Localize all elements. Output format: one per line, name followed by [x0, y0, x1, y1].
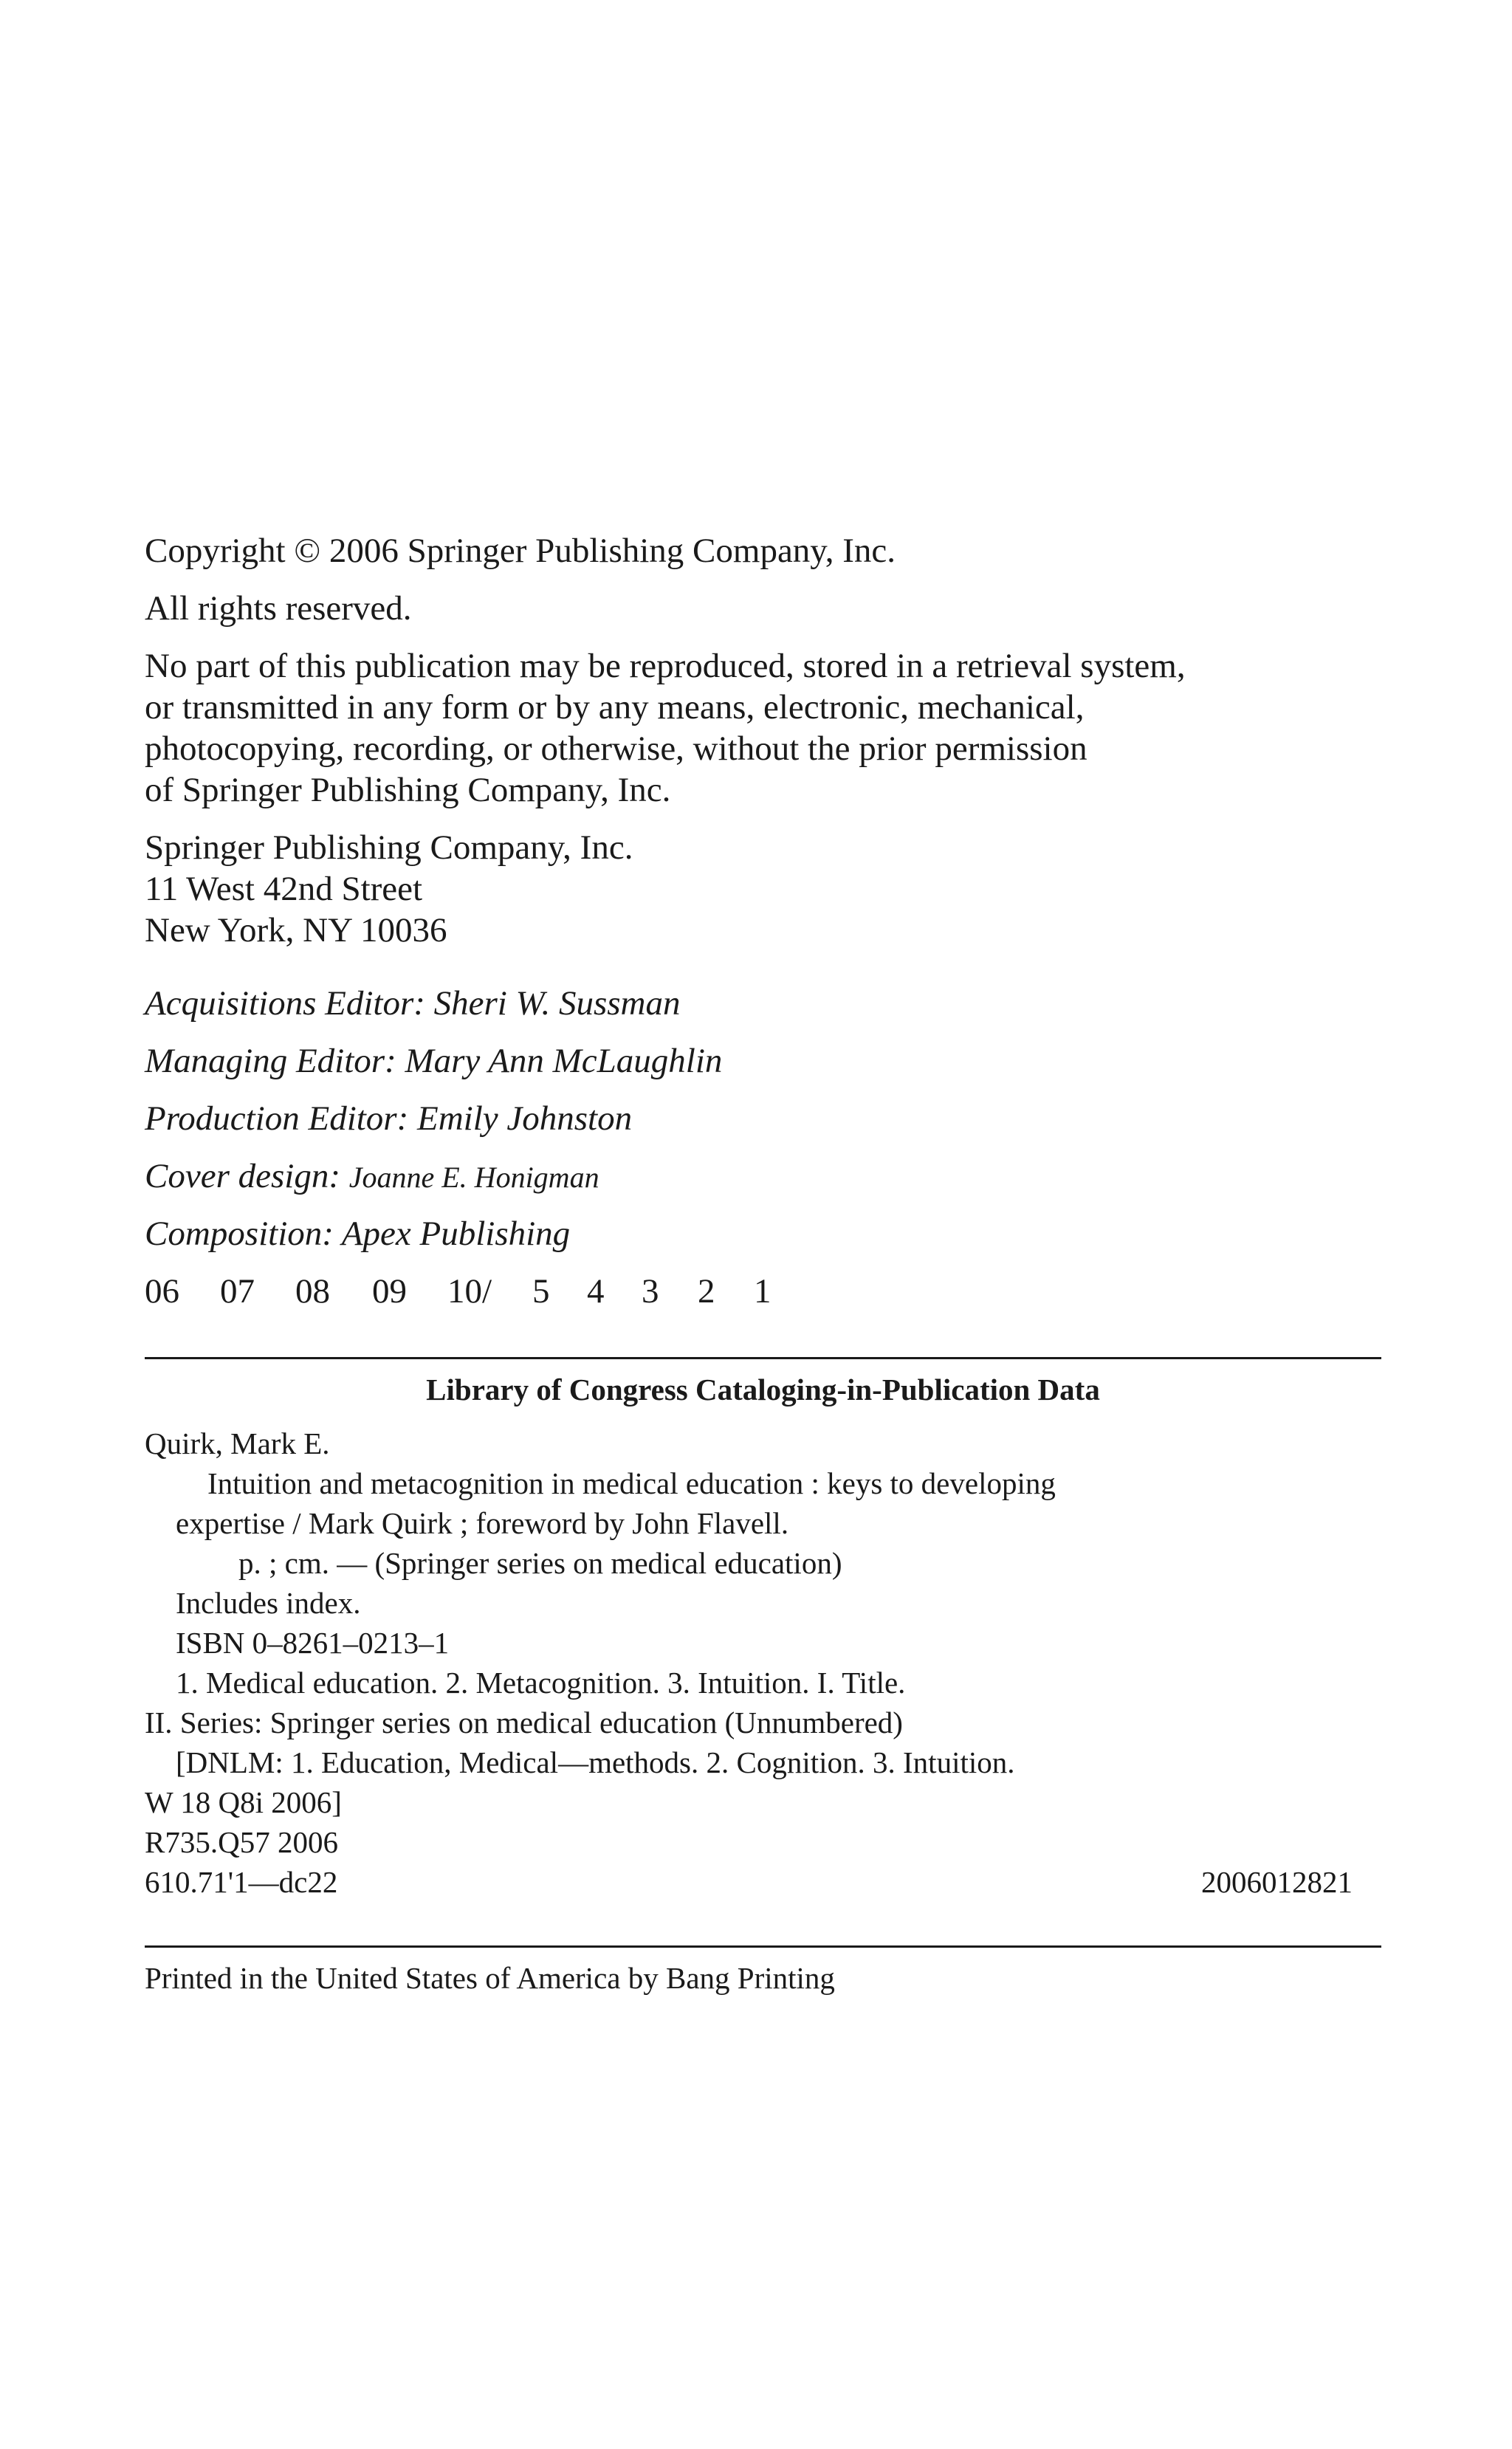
- cip-line: ISBN 0–8261–0213–1: [176, 1626, 450, 1660]
- printed-line: Printed in the United States of America by Bang Printing: [145, 1961, 835, 1995]
- publisher-street: 11 West 42nd Street: [145, 870, 423, 908]
- cip-line: expertise / Mark Quirk ; foreword by John Flavell.: [176, 1506, 789, 1540]
- printing-number: 1: [754, 1272, 772, 1311]
- notice-line: photocopying, recording, or otherwise, without the prior permission: [145, 729, 1087, 768]
- acquisitions-editor: Acquisitions Editor: Sheri W. Sussman: [145, 984, 681, 1023]
- printing-number: 10/: [447, 1272, 492, 1311]
- cip-line: W 18 Q8i 2006]: [145, 1785, 342, 1819]
- printing-number: 09: [372, 1272, 407, 1311]
- cip-line: II. Series: Springer series on medical education (Unnumbered): [145, 1706, 903, 1739]
- cip-line: [DNLM: 1. Education, Medical—methods. 2. Cognition. 3. Intuition.: [176, 1745, 1015, 1779]
- cip-line: Quirk, Mark E.: [145, 1426, 330, 1460]
- divider: [145, 1357, 1381, 1359]
- managing-editor: Managing Editor: Mary Ann McLaughlin: [145, 1042, 723, 1080]
- cover-design-label: Cover design:: [145, 1157, 349, 1195]
- publisher-city: New York, NY 10036: [145, 911, 447, 949]
- copyright-line: Copyright © 2006 Springer Publishing Company, Inc.: [145, 532, 896, 570]
- cip-line: 610.71'1—dc22: [145, 1865, 338, 1899]
- cover-design-name: Joanne E. Honigman: [348, 1161, 599, 1194]
- cip-line: 1. Medical education. 2. Metacognition. 3. Intuition. I. Title.: [176, 1666, 906, 1700]
- printing-number: 06: [145, 1272, 179, 1311]
- printing-number: 07: [220, 1272, 255, 1311]
- lccn: 2006012821: [1201, 1865, 1353, 1899]
- printing-number: 2: [698, 1272, 715, 1311]
- cip-line: R735.Q57 2006: [145, 1825, 338, 1859]
- rights-line: All rights reserved.: [145, 589, 412, 628]
- divider: [145, 1945, 1381, 1948]
- composition: Composition: Apex Publishing: [145, 1215, 571, 1253]
- notice-line: or transmitted in any form or by any means, electronic, mechanical,: [145, 688, 1085, 727]
- notice-line: of Springer Publishing Company, Inc.: [145, 771, 671, 809]
- cip-line: p. ; cm. — (Springer series on medical education): [238, 1546, 842, 1580]
- printing-number: 08: [295, 1272, 330, 1311]
- cip-line: Intuition and metacognition in medical education : keys to developing: [207, 1466, 1056, 1500]
- notice-line: No part of this publication may be reproduced, stored in a retrieval system,: [145, 647, 1186, 685]
- cip-heading: Library of Congress Cataloging-in-Publication Data: [426, 1373, 1100, 1406]
- cover-design: [145, 1155, 1400, 1198]
- printing-number: 4: [587, 1272, 605, 1311]
- production-editor: Production Editor: Emily Johnston: [145, 1099, 633, 1138]
- publisher-name: Springer Publishing Company, Inc.: [145, 828, 633, 867]
- cip-line: Includes index.: [176, 1586, 361, 1620]
- printing-number: 3: [642, 1272, 659, 1311]
- printing-line: [145, 1271, 1400, 1312]
- printing-number: 5: [532, 1272, 550, 1311]
